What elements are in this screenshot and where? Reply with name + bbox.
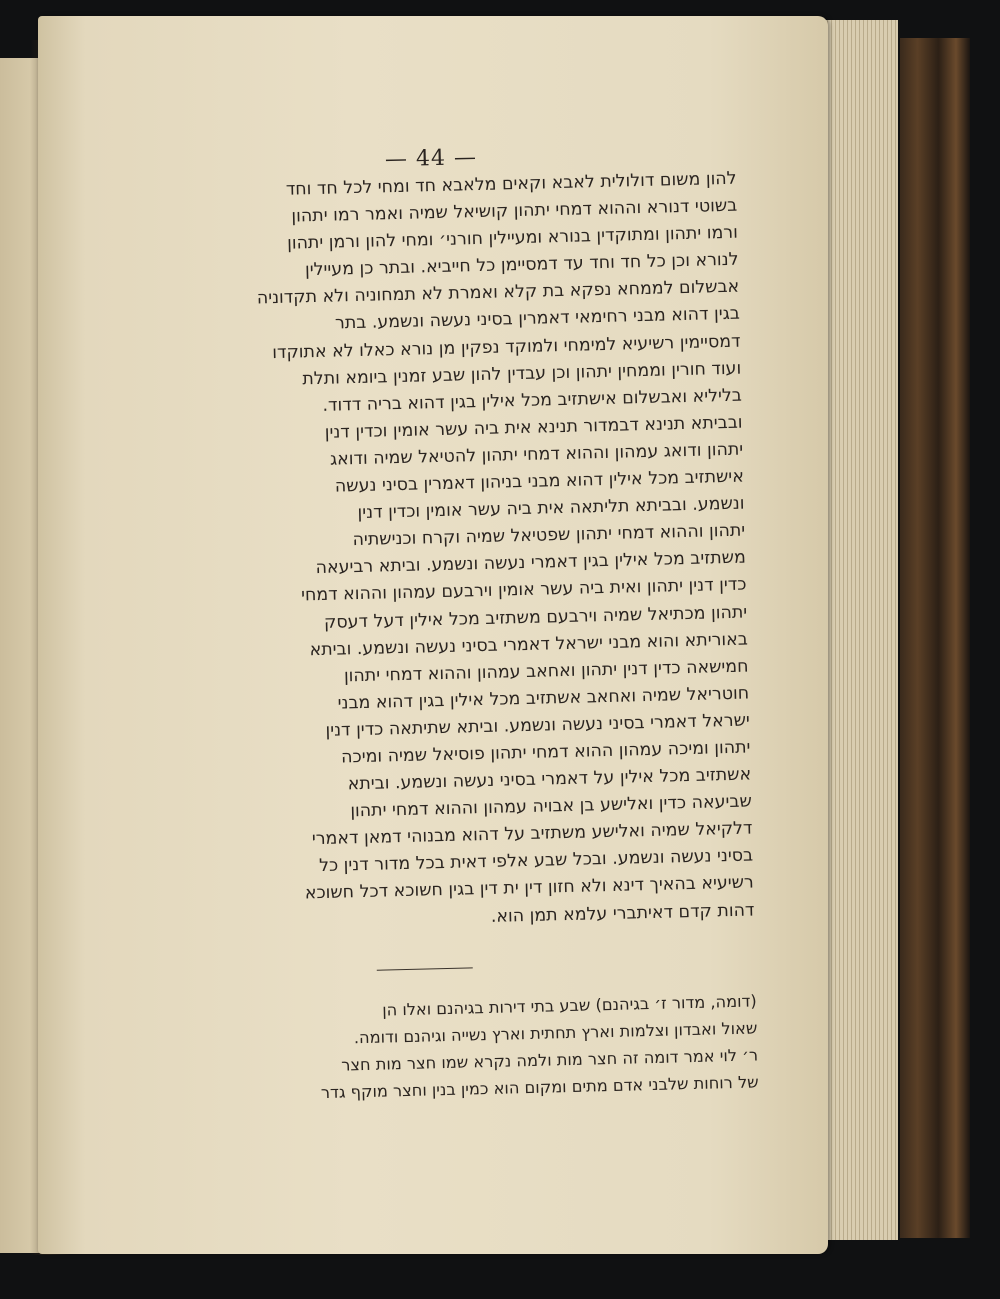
text-line: משתזיב מכל אילין בגין דאמרי נעשה ונשמע. וביתא רביעאה — [315, 547, 747, 579]
text-line: אבשלום לממחא נפקא בת קלא ואמרת לא תמחוניה ולא תקדוניה — [256, 277, 740, 309]
text-line: כדין דנין יתהון ואית ביה עשר אומין וירבעם עמהון וההוא דמחי — [300, 574, 747, 606]
text-line: בליליא ואבשלום אישתזיב מכל אילין בגין דהוא בריה דדוד. — [322, 385, 743, 416]
text-line: באוריתא והוא מבני ישראל דאמרי בסיני נעשה ונשמע. וביתא — [309, 629, 749, 660]
text-line: דמסיימין רשיעיא למימחי ולמוקד נפקין מן נורא כאלו לא אתוקדו — [271, 331, 741, 363]
page-number: — 44 — — [384, 145, 478, 173]
text-line: ובביתא תנינא דבמדור תנינא אית ביה עשר אומין וכדין דנין — [324, 412, 743, 443]
text-line: ורמו יתהון ומתוקדין בנורא ומעיילין חורני׳ ומחי להון ורמן יתהון — [286, 222, 739, 254]
footnote-line: (דומה, מדור ז׳ בגיהנם) שבע בתי דירות בגיהנם ואלו הן — [381, 991, 757, 1020]
text-line: חמישאה כדין דנין יתהון ואחאב עמהון וההוא דמחי יתהון — [343, 656, 749, 687]
text-line: דלקיאל שמיה ואלישע משתזיב על דהוא מבנוהי דמאן דאמרי — [311, 818, 753, 850]
text-line: בסיני נעשה ונשמע. ובכל שבע אלפי דאית בכל מדור דנין כל — [318, 845, 754, 877]
footnote-line: של רוחות שלבני אדם מתים ומקום הוא כמין בנין וחצר מוקף גדר — [320, 1072, 759, 1102]
footnote — [146, 987, 758, 1110]
text-line: יתהון וההוא דמחי יתהון שפטיאל שמיה וקרח וכנישתיה — [352, 520, 746, 551]
text-line: רשיעיא בהאיך דינא ולא חזון דין ית דין בגין חשוכא דכל חשוכא — [304, 872, 755, 904]
text-line: להון משום דולולית לאבא וקאים מלאבא חד ומחי לכל חד וחד — [285, 168, 737, 200]
book-page — [38, 16, 828, 1254]
footnote-divider — [377, 967, 473, 970]
text-line: אישתזיב מכל אילין דהוא מבני בניהון דאמרין בסיני נעשה — [334, 466, 745, 497]
page-content — [126, 139, 760, 1164]
text-line: יתהון מכתיאל שמיה וירבעם משתזיב מכל אילין דעל דעסק — [323, 602, 748, 633]
text-line: יתהון ומיכה עמהון ההוא דמחי יתהון פוסיאל שמיה ומיכה — [340, 737, 751, 768]
text-line: ישראל דאמרי בסיני נעשה ונשמע. וביתא שתיתאה כדין דנין — [325, 710, 751, 741]
text-line: שביעאה כדין ואלישע בן אבויה עמהון וההוא דמחי יתהון — [350, 791, 753, 822]
text-line: חוטריאל שמיה ואחאב אשתזיב מכל אילין בגין דהוא מבני — [337, 683, 750, 714]
text-line: לנורא וכן כל חד וחד עד דמסיימן כל חייביא. ובתר כן מעיילין — [304, 249, 739, 281]
footnote-line: ר׳ לוי אמר דומה זה חצר מות ולמה נקרא שמו חצר מות חצר — [341, 1045, 759, 1075]
text-line: בגין דהוא מבני רחימאי דאמרין בסיני נעשה ונשמע. בתר — [334, 304, 741, 335]
text-line: אשתזיב מכל אילין על דאמרי בסיני נעשה ונשמע. וביתא — [347, 764, 752, 795]
text-line: דהות קדם דאיתברי עלמא תמן הוא. — [490, 900, 755, 927]
book-cover-edge — [900, 38, 970, 1238]
text-line: בשוטי דנורא וההוא דמחי יתהון קושיאל שמיה ואמר רמו יתהון — [291, 195, 738, 227]
text-line: יתהון ודואג עמהון וההוא דמחי יתהון להטיאל שמיה ודואג — [329, 439, 744, 470]
text-line: ועוד חורין וממחין יתהון וכן עבדין להון שבע זמנין ביומא ותלת — [302, 358, 742, 390]
main-text — [126, 166, 754, 939]
text-line: ונשמע. ובביתא תליתאה אית ביה עשר אומין וכדין דנין — [357, 493, 745, 524]
footnote-line: שאול ואבדון וצלמות וארץ תחתית וארץ נשייה וגיהנם ודומה. — [353, 1018, 758, 1047]
